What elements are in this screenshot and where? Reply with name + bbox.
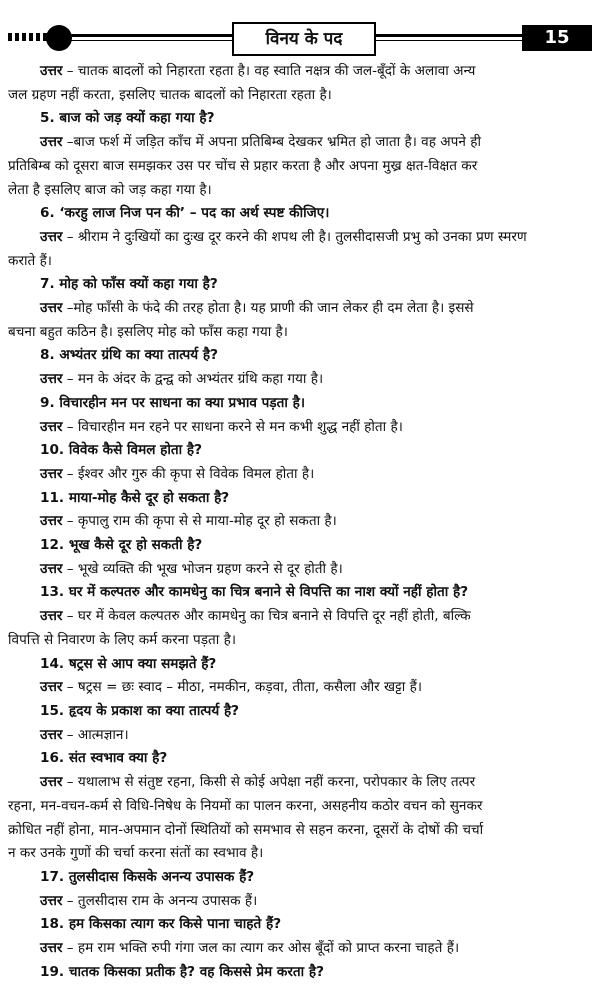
line-text: – हम राम भक्ति रुपी गंगा जल का त्याग कर ओस बूँदों को प्राप्त करना चाहते हैं। — [62, 940, 460, 957]
answer-line — [8, 676, 592, 700]
page-header — [0, 22, 600, 56]
question-line — [8, 866, 592, 890]
line-text: – श्रीराम ने दुःखियों का दुःख दूर करने की शपथ ली है। तुलसीदासजी प्रभु को उनका प्रण स्मरण — [62, 228, 527, 245]
answer-label: उत्तर — [40, 465, 63, 482]
text-line — [8, 629, 592, 653]
answer-line — [8, 558, 592, 582]
question-line — [8, 913, 592, 937]
text-line — [8, 155, 592, 179]
header-circle-ornament — [46, 25, 72, 51]
line-text: – आत्मज्ञान। — [62, 726, 129, 743]
line-text: 5. बाज को जड़ क्यों कहा गया है? — [40, 110, 215, 127]
answer-label: उत्तर — [40, 371, 63, 388]
line-text: – चातक बादलों को निहारता रहता है। वह स्वाति नक्षत्र की जल-बूँदों के अलावा अन्य — [62, 63, 476, 79]
line-text: – कृपालु राम की कृपा से से माया-मोह दूर हो सकता है। — [62, 513, 337, 530]
text-line — [8, 819, 592, 843]
question-line — [8, 344, 592, 368]
line-text: – षट्रस = छः स्वाद – मीठा, नमकीन, कड़वा, तीता, कसैला और खट्टा हैं। — [62, 679, 422, 696]
line-text: विपत्ति से निवारण के लिए कर्म करना पड़ता है। — [8, 631, 236, 648]
line-text: प्रतिबिम्ब को दूसरा बाज समझकर उस पर चोंच से प्रहार करता है और अपना मुख्र क्षत-विक्षत कर — [8, 157, 478, 174]
page-body — [8, 60, 592, 984]
line-text: 16. संत स्वभाव क्या है? — [40, 750, 168, 767]
answer-label: उत्तर — [40, 774, 63, 791]
line-text: रहना, मन-वचन-कर्म से विधि-निषेध के नियमों का पालन करना, असहनीय कठोर वचन को सुनकर — [8, 797, 483, 814]
answer-line — [8, 510, 592, 534]
line-text: – मन के अंदर के द्वन्द्व को अभ्यंतर ग्रंथि कहा गया है। — [62, 371, 324, 388]
line-text: न कर उनके गुणों की चर्चा करना संतों का स्वभाव है। — [8, 845, 264, 862]
line-text: 7. मोह को फाँस क्यों कहा गया है? — [40, 276, 218, 293]
answer-label: उत्तर — [40, 608, 63, 625]
line-text: 10. विवेक कैसे विमल होता है? — [40, 442, 202, 459]
line-text: बचना बहुत कठिन है। इसलिए मोह को फाँस कहा गया है। — [8, 323, 288, 340]
question-line — [8, 273, 592, 297]
page-number: 15 — [522, 25, 592, 51]
line-text: 15. हृदय के प्रकाश का क्या तात्पर्य है? — [40, 702, 240, 719]
answer-line — [8, 937, 592, 961]
line-text: 19. चातक किसका प्रतीक है? वह किससे प्रेम करता है? — [40, 963, 325, 980]
answer-line — [8, 890, 592, 914]
question-line — [8, 581, 592, 605]
answer-label: उत्तर — [40, 940, 63, 957]
line-text: जल ग्रहण नहीं करता, इसलिए चातक बादलों को निहारता रहता है। — [8, 86, 332, 103]
text-line — [8, 321, 592, 345]
line-text: 17. तुलसीदास किसके अनन्य उपासक हैं? — [40, 868, 255, 885]
answer-line — [8, 605, 592, 629]
line-text: –मोह फाँसी के फंदे की तरह होता है। यह प्राणी की जान लेकर ही दम लेता है। इससे — [62, 300, 474, 317]
line-text: 18. हम किसका त्याग कर किसे पाना चाहते हैं? — [40, 916, 282, 933]
question-line — [8, 747, 592, 771]
answer-line — [8, 463, 592, 487]
line-text: 12. भूख कैसे दूर हो सकती है? — [40, 537, 203, 554]
question-line — [8, 487, 592, 511]
chapter-title: विनय के पद — [232, 22, 376, 56]
text-line — [8, 84, 592, 108]
answer-label: उत्तर — [40, 63, 63, 79]
line-text: 8. अभ्यंतर ग्रंथि का क्या तात्पर्य है? — [40, 347, 219, 364]
answer-line — [8, 226, 592, 250]
answer-line — [8, 131, 592, 155]
question-line — [8, 202, 592, 226]
answer-line — [8, 368, 592, 392]
answer-label: उत्तर — [40, 679, 63, 696]
answer-label: उत्तर — [40, 134, 63, 151]
text-line — [8, 179, 592, 203]
line-text: – यथालाभ से संतुष्ट रहना, किसी से कोई अपेक्षा नहीं करना, परोपकार के लिए तत्पर — [62, 774, 476, 791]
question-line — [8, 107, 592, 131]
line-text: – घर में केवल कल्पतरु और कामधेनु का चित्र बनाने से विपत्ति दूर नहीं होती, बल्कि — [62, 608, 471, 625]
line-text: 11. माया-मोह कैसे दूर हो सकता है? — [40, 489, 230, 506]
question-line — [8, 653, 592, 677]
line-text: 14. षट्रस से आप क्या समझते हैं? — [40, 655, 217, 672]
answer-label: उत्तर — [40, 892, 63, 909]
line-text: – ईश्वर और गुरु की कृपा से विवेक विमल होता है। — [62, 465, 315, 482]
answer-label: उत्तर — [40, 418, 63, 435]
text-line — [8, 795, 592, 819]
answer-line — [8, 416, 592, 440]
line-text: – विचारहीन मन रहने पर साधना करने से मन कभी शुद्ध नहीं होता है। — [62, 418, 403, 435]
answer-label: उत्तर — [40, 228, 63, 245]
answer-label: उत्तर — [40, 300, 63, 317]
text-line — [8, 842, 592, 866]
header-dotted-ornament — [8, 33, 48, 41]
line-text: 9. विचारहीन मन पर साधना का क्या प्रभाव पड़ता है। — [40, 394, 306, 411]
answer-line — [8, 724, 592, 748]
line-text: –बाज फर्श में जड़ित काँच में अपना प्रतिबिम्ब देखकर भ्रमित हो जाता है। वह अपने ही — [62, 134, 481, 151]
line-text: – तुलसीदास राम के अनन्य उपासक हैं। — [62, 892, 258, 909]
answer-label: उत्तर — [40, 513, 63, 530]
answer-label: उत्तर — [40, 560, 63, 577]
line-text: 6. ‘करहु लाज निज पन की’ – पद का अर्थ स्पष्ट कीजिए। — [40, 205, 330, 222]
line-text: – भूखे व्यक्ति की भूख भोजन ग्रहण करने से दूर होती है। — [62, 560, 343, 577]
question-line — [8, 392, 592, 416]
answer-line — [8, 60, 592, 84]
text-line — [8, 250, 592, 274]
answer-line — [8, 771, 592, 795]
answer-line — [8, 297, 592, 321]
question-line — [8, 700, 592, 724]
question-line — [8, 961, 592, 985]
line-text: कराते हैं। — [8, 252, 52, 269]
line-text: क्रोधित नहीं होना, मान-अपमान दोनों स्थितियों को समभाव से सहन करना, दूसरों के दोषों की चर्चा — [8, 821, 484, 838]
question-line — [8, 534, 592, 558]
line-text: लेता है इसलिए बाज को जड़ कहा गया है। — [8, 181, 212, 198]
question-line — [8, 439, 592, 463]
answer-label: उत्तर — [40, 726, 63, 743]
line-text: 13. घर में कल्पतरु और कामधेनु का चित्र बनाने से विपत्ति का नाश क्यों नहीं होता है? — [40, 584, 469, 601]
